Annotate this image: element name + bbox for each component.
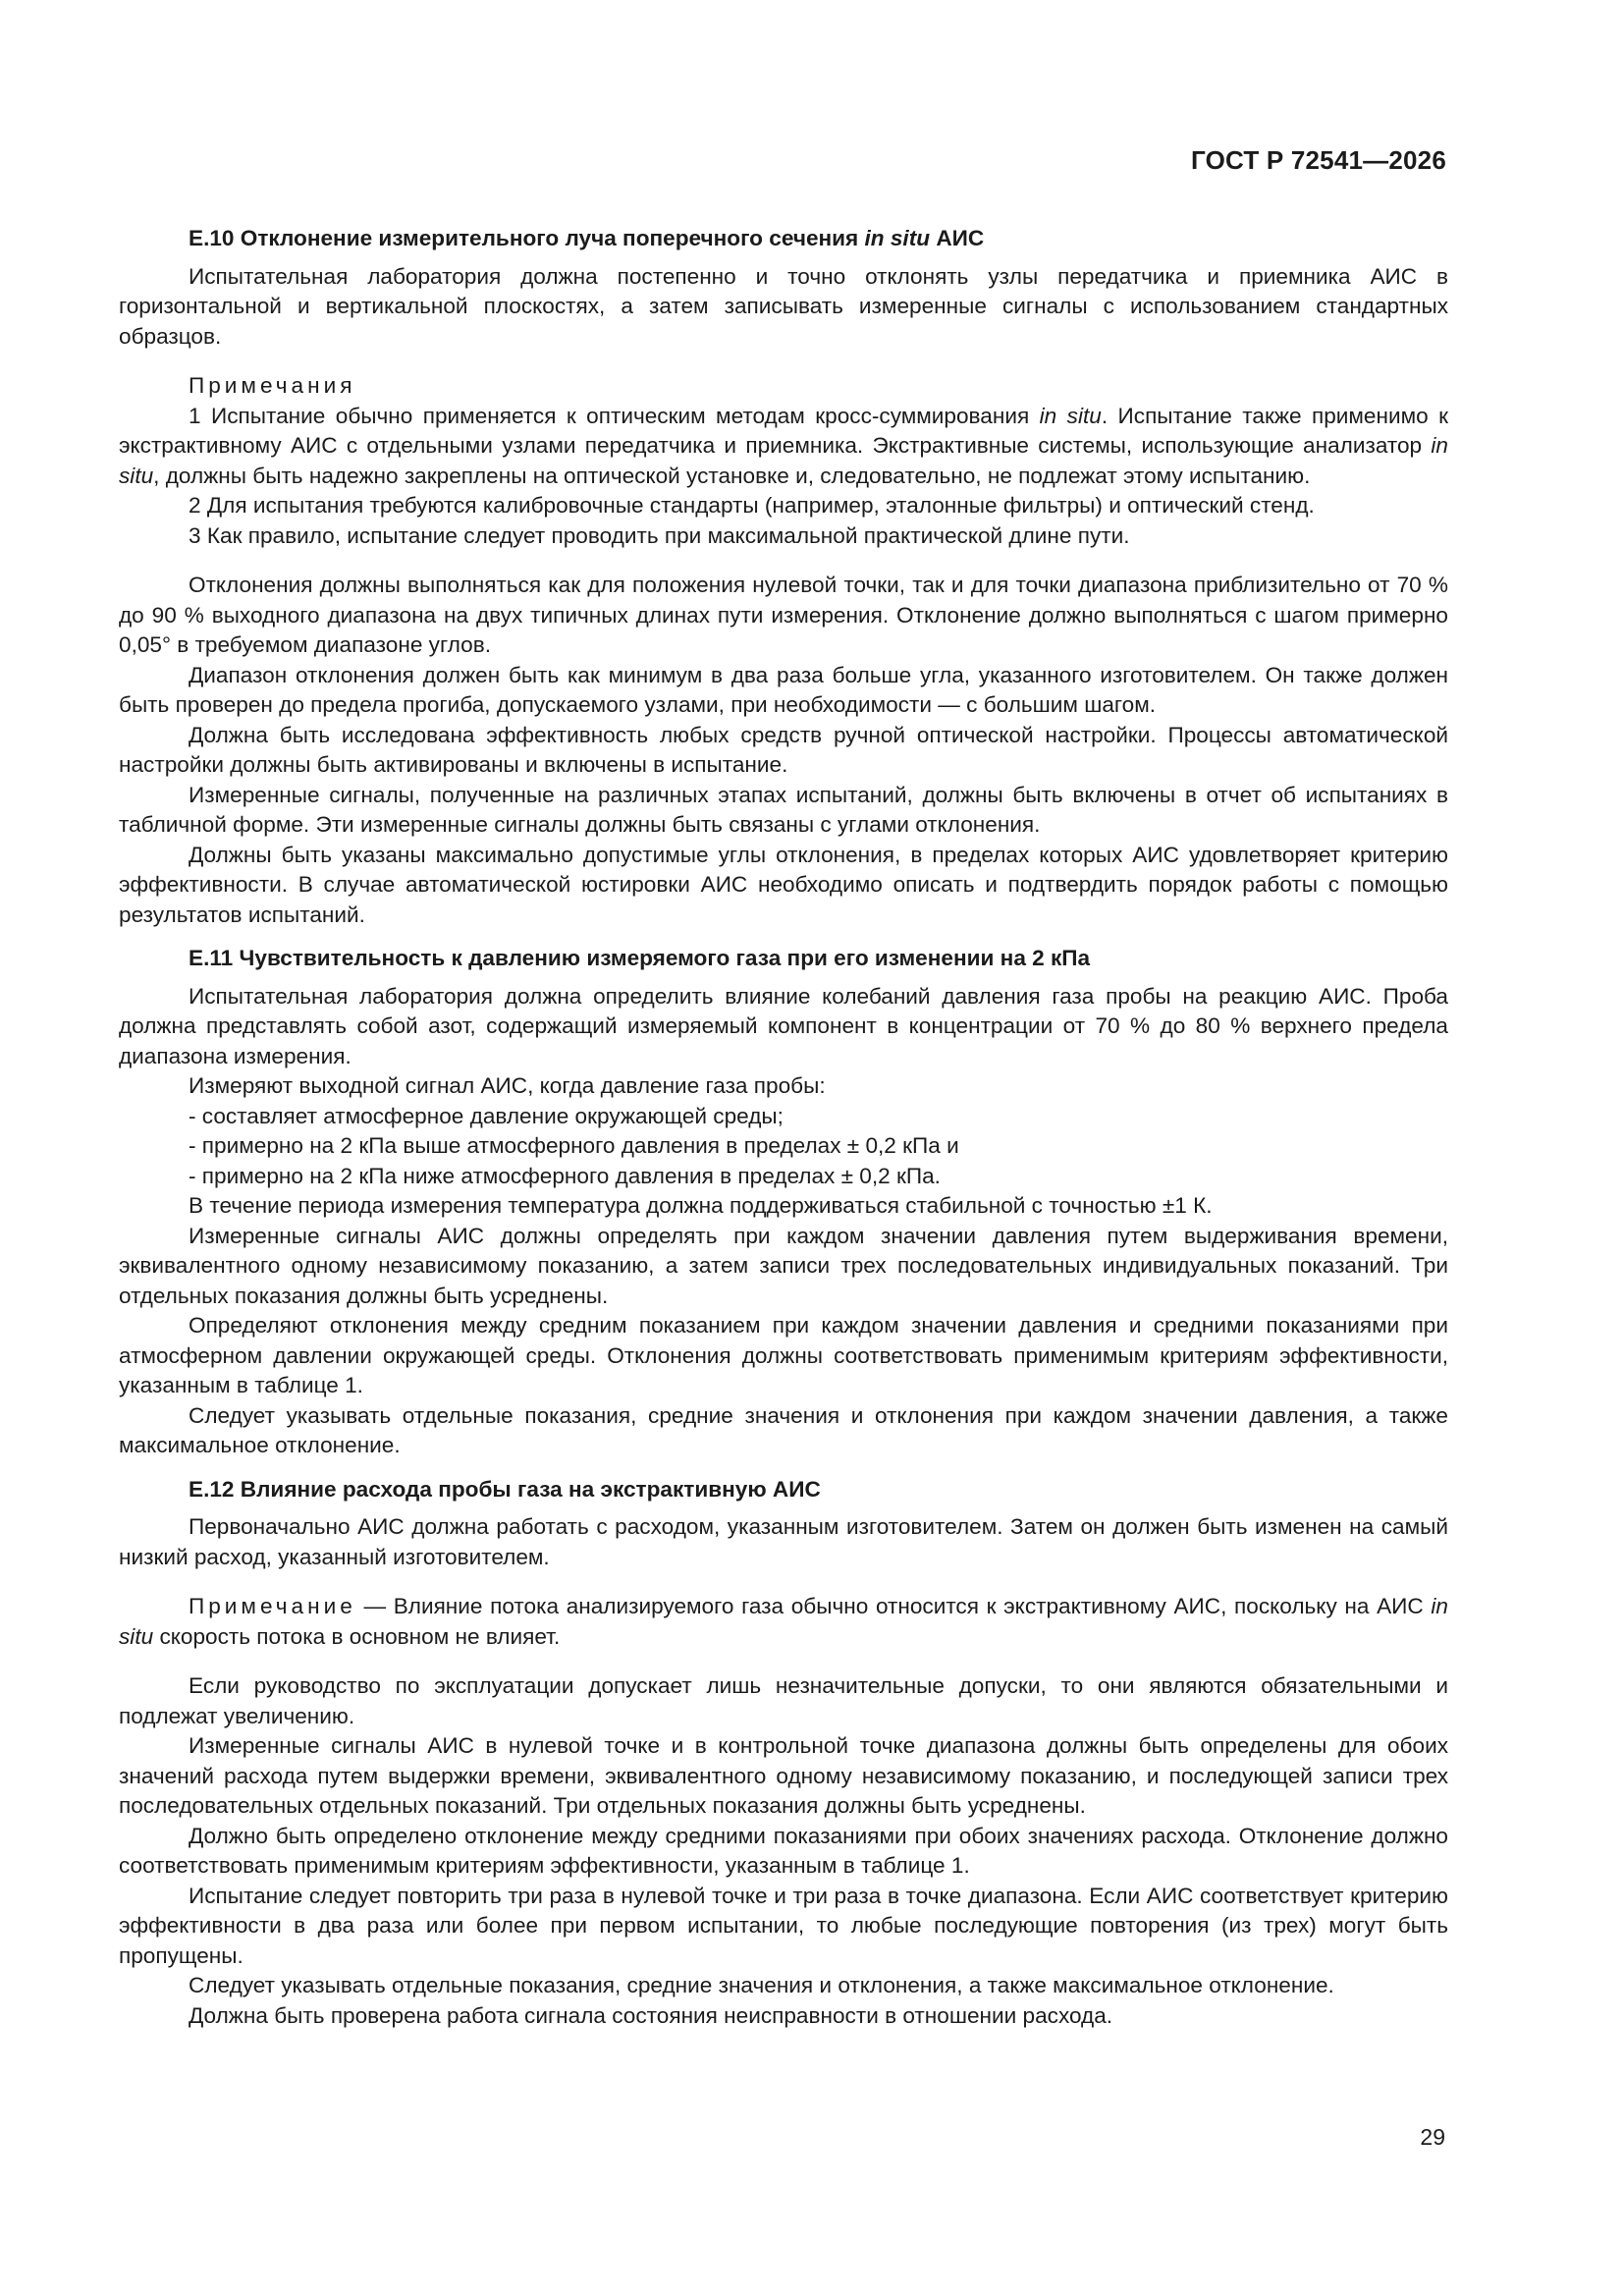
heading-text: Е.10 Отклонение измерительного луча поперечного сечения (189, 226, 865, 250)
notes-label (119, 371, 1448, 402)
page-number: 29 (1420, 2124, 1445, 2150)
list-item: - примерно на 2 кПа выше атмосферного давления в пределах ± 0,2 кПа и (189, 1133, 959, 1158)
paragraph: Испытательная лаборатория должна постепенно и точно отклонять узлы передатчика и приемника АИС в горизонтальной и вертикальной плоскостях, а затем записывать измеренные сигналы с использованием стандартных образцов. (119, 263, 1448, 349)
note-text: скорость потока в основном не влияет. (153, 1623, 561, 1649)
paragraph: Если руководство по эксплуатации допускает лишь незначительные допуски, то они являются обязательными и подлежат увеличению. (119, 1673, 1448, 1728)
note-item: 3 Как правило, испытание следует проводить при максимальной практической длине пути. (189, 522, 1130, 548)
document-code: ГОСТ Р 72541—2026 (1191, 145, 1446, 175)
section-heading-e11: Е.11 Чувствительность к давлению измеряемого газа при его изменении на 2 кПа (189, 946, 1091, 970)
paragraph: Испытание следует повторить три раза в нулевой точке и три раза в точке диапазона. Если АИС соответствует критерию эффективности в два раза или более при первом испытании, то любые последующие повторения (из трех) могут быть пропущены. (119, 1883, 1448, 1968)
paragraph: Измеренные сигналы АИС должны определять при каждом значении давления путем выдерживания времени, эквивалентного одному независимому показанию, а затем записи трех последовательных индивидуальных показаний. Три отдельных показания должны быть усреднены. (119, 1223, 1448, 1308)
paragraph: Должна быть проверена работа сигнала состояния неисправности в отношении расхода. (189, 2002, 1113, 2028)
note-item (119, 1592, 1448, 1652)
note-text: . Испытание также применимо к экстрактивному АИС с отдельными узлами передатчика и приемника. Экстрактивные системы, использующие анализатор (119, 403, 1448, 458)
paragraph: Отклонения должны выполняться как для положения нулевой точки, так и для точки диапазона приблизительно от 70 % до 90 % выходного диапазона на двух типичных длинах пути измерения. Отклонение должно выполняться с шагом примерно 0,05° в требуемом диапазоне углов. (119, 573, 1448, 657)
note-italic-term: in situ (119, 1594, 1448, 1649)
paragraph: Измеренные сигналы АИС в нулевой точке и в контрольной точке диапазона должны быть определены для обоих значений расхода путем выдержки времени, эквивалентного одному независимому показанию, и последующей записи трех последовательных отдельных показаний. Три отдельных показания должны быть усреднены. (119, 1733, 1448, 1818)
notes-label-text: Примечания (189, 373, 356, 398)
paragraph: Испытательная лаборатория должна определить влияние колебаний давления газа пробы на реакцию АИС. Проба должна представлять собой азот, содержащий измеряемый компонент в концентрации от 70 % до 80 % верхнего предела диапазона измерения. (119, 983, 1448, 1068)
paragraph: Должно быть определено отклонение между средними показаниями при обоих значениях расхода. Отклонение должно соответствовать применимым критериям эффективности, указанным в таблице 1. (119, 1823, 1448, 1878)
paragraph: Следует указывать отдельные показания, средние значения и отклонения при каждом значении давления, а также максимальное отклонение. (119, 1402, 1448, 1457)
note-italic-term: in situ (1039, 403, 1102, 428)
section-heading-e12: Е.12 Влияние расхода пробы газа на экстрактивную АИС (189, 1476, 821, 1502)
heading-text-end: АИС (930, 226, 985, 250)
paragraph: Измеренные сигналы, полученные на различных этапах испытаний, должны быть включены в отчет об испытаниях в табличной форме. Эти измеренные сигналы должны быть связаны с углами отклонения. (119, 782, 1448, 837)
note-label: Примечание (189, 1594, 356, 1618)
paragraph: В течение периода измерения температура должна поддерживаться стабильной с точностью ±1 К. (189, 1193, 1213, 1218)
note-text: , должны быть надежно закреплены на оптической установке и, следовательно, не подлежат этому испытанию. (153, 463, 1311, 488)
section-heading-e10 (119, 224, 1448, 254)
note-text: — Влияние потока анализируемого газа обычно относится к экстрактивному АИС, поскольку на АИС (355, 1594, 1432, 1618)
paragraph: Должна быть исследована эффективность любых средств ручной оптической настройки. Процессы автоматической настройки должны быть активированы и включены в испытание. (119, 722, 1448, 777)
paragraph: Измеряют выходной сигнал АИС, когда давление газа пробы: (189, 1073, 826, 1098)
list-item: - примерно на 2 кПа ниже атмосферного давления в пределах ± 0,2 кПа. (189, 1163, 941, 1188)
paragraph: Следует указывать отдельные показания, средние значения и отклонения, а также максимальное отклонение. (189, 1973, 1334, 1997)
paragraph: Должны быть указаны максимально допустимые углы отклонения, в пределах которых АИС удовлетворяет критерию эффективности. В случае автоматической юстировки АИС необходимо описать и подтвердить порядок работы с помощью результатов испытаний. (119, 842, 1448, 927)
note-item (119, 402, 1448, 492)
note-item: 2 Для испытания требуются калибровочные стандарты (например, эталонные фильтры) и оптический стенд. (189, 493, 1315, 518)
list-item: - составляет атмосферное давление окружающей среды; (189, 1103, 784, 1128)
paragraph: Определяют отклонения между средним показанием при каждом значении давления и средними показаниями при атмосферном давлении окружающей среды. Отклонения должны соответствовать применимым критериям эффективности, указанным в таблице 1. (119, 1313, 1448, 1397)
heading-italic-term: in situ (864, 226, 931, 250)
paragraph: Диапазон отклонения должен быть как минимум в два раза больше угла, указанного изготовителем. Он также должен быть проверен до предела прогиба, допускаемого узлами, при необходимости — с большим шагом. (119, 662, 1448, 717)
note-italic-term: in situ (119, 433, 1448, 488)
paragraph: Первоначально АИС должна работать с расходом, указанным изготовителем. Затем он должен быть изменен на самый низкий расход, указанный изготовителем. (119, 1514, 1448, 1569)
note-text: 1 Испытание обычно применяется к оптическим методам кросс-суммирования (189, 403, 1040, 428)
page-content (119, 224, 1448, 2031)
